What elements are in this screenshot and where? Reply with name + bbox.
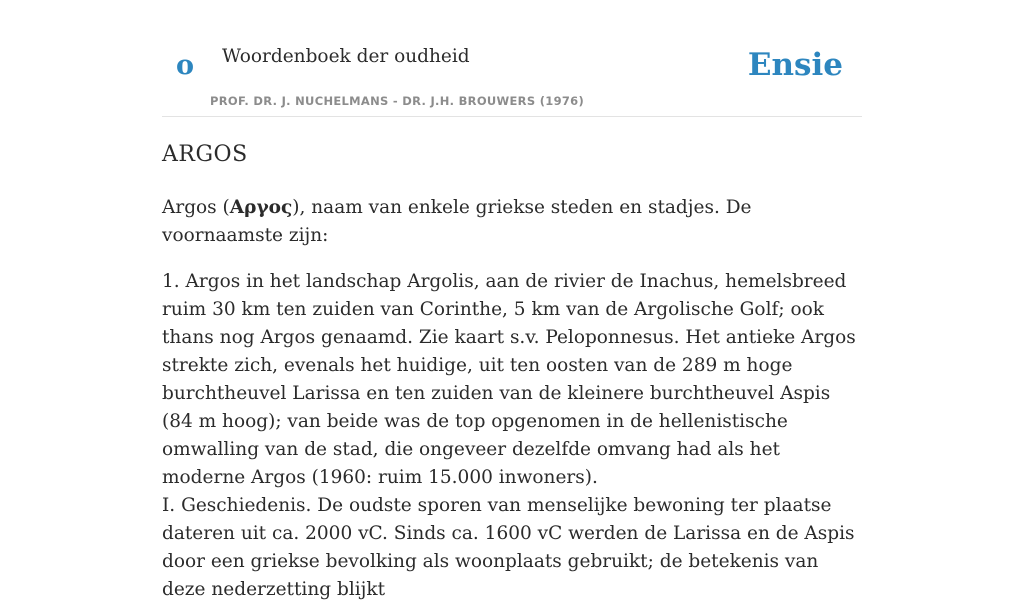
entry-content [162,138,862,604]
entry-paragraph-2: I. Geschiedenis. De oudste sporen van menselijke bewoning ter plaatse dateren uit ca. 2000 vC. Sinds ca. 1600 vC werden de Larissa en de Aspis door een griekse bevolking als woonplaats gebruikt; de betekenis van deze nederzetting blijkt [162,495,855,600]
entry-intro [162,194,862,250]
book-title-link[interactable]: Woordenboek der oudheid [222,46,470,67]
book-icon: o [176,50,195,81]
book-authors: PROF. DR. J. NUCHELMANS - DR. J.H. BROUWERS (1976) [210,94,585,108]
greek-term: Αργος [229,197,293,218]
intro-text-after: ), naam van enkele griekse steden en stadjes. De voornaamste zijn: [162,197,752,246]
ensie-logo-link[interactable]: Ensie [747,47,843,83]
intro-text-before: Argos ( [162,197,230,218]
entry-paragraph-1: 1. Argos in het landschap Argolis, aan de rivier de Inachus, hemelsbreed ruim 30 km ten zuiden van Corinthe, 5 km van de Argolische Golf; ook thans nog Argos genaamd. Zie kaart s.v. Peloponnesus. Het antieke Argos strekte zich, evenals het huidige, uit ten oosten van de 289 m hoge burchtheuvel Larissa en ten zuiden van de kleinere burchtheuvel Aspis (84 m hoog); van beide was de top opgenomen in de hellenistische omwalling van de stad, die ongeveer dezelfde omvang had als het moderne Argos (1960: ruim 15.000 inwoners). [162,271,856,488]
entry-title: ARGOS [162,142,248,167]
header [162,0,862,117]
